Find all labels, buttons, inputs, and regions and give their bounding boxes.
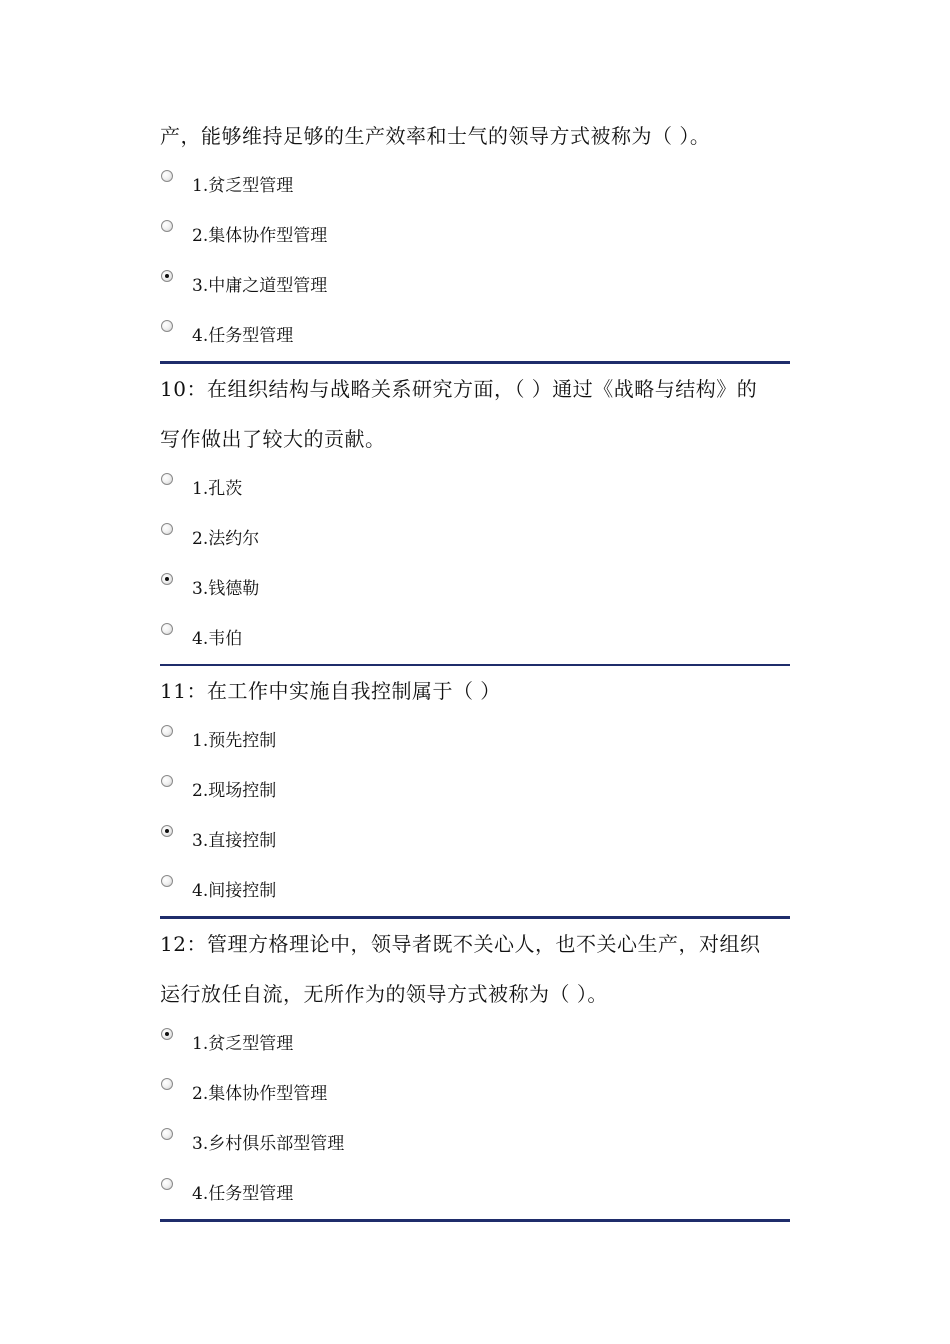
radio-checked-icon[interactable] [161,1028,173,1040]
option-label: 1.孔茨 [192,479,243,499]
option-label: 1.贫乏型管理 [192,176,294,196]
question-divider [160,1219,790,1222]
option-item[interactable] [160,1119,790,1169]
option-list [160,464,790,664]
question-text [160,364,790,464]
question-text-line: 运行放任自流，无所作为的领导方式被称为（ ）。 [160,982,608,1006]
option-list [160,1019,790,1219]
quiz-page [160,0,790,1222]
option-item[interactable] [160,1019,790,1069]
radio-icon[interactable] [161,220,173,232]
option-item[interactable] [160,564,790,614]
radio-icon[interactable] [161,170,173,182]
option-label: 3.乡村俱乐部型管理 [192,1134,345,1154]
option-label: 3.钱德勒 [192,579,260,599]
option-label: 4.任务型管理 [192,326,294,346]
option-item[interactable] [160,1069,790,1119]
option-label: 3.中庸之道型管理 [192,276,328,296]
option-label: 2.法约尔 [192,529,260,549]
option-item[interactable] [160,161,790,211]
option-list [160,161,790,361]
option-label: 4.间接控制 [192,881,277,901]
option-label: 2.现场控制 [192,781,277,801]
question-text-line: 10：在组织结构与战略关系研究方面，（ ）通过《战略与结构》的 [160,377,758,401]
option-item[interactable] [160,614,790,664]
option-item[interactable] [160,514,790,564]
option-label: 2.集体协作型管理 [192,226,328,246]
radio-icon[interactable] [161,725,173,737]
question-text-line: 写作做出了较大的贡献。 [160,427,386,451]
option-item[interactable] [160,211,790,261]
option-item[interactable] [160,816,790,866]
radio-checked-icon[interactable] [161,573,173,585]
option-label: 2.集体协作型管理 [192,1084,328,1104]
radio-icon[interactable] [161,875,173,887]
option-list [160,716,790,916]
option-item[interactable] [160,1169,790,1219]
radio-icon[interactable] [161,473,173,485]
radio-icon[interactable] [161,320,173,332]
question-text-line: 11：在工作中实施自我控制属于（ ） [160,679,501,703]
option-label: 1.预先控制 [192,731,277,751]
question-12 [160,919,790,1222]
option-label: 4.韦伯 [192,629,243,649]
option-item[interactable] [160,766,790,816]
radio-icon[interactable] [161,1128,173,1140]
option-item[interactable] [160,464,790,514]
radio-icon[interactable] [161,523,173,535]
question-9 [160,0,790,364]
question-11 [160,666,790,919]
option-item[interactable] [160,311,790,361]
option-item[interactable] [160,716,790,766]
radio-checked-icon[interactable] [161,825,173,837]
question-text-line: 产，能够维持足够的生产效率和士气的领导方式被称为（ ）。 [160,124,711,148]
question-10 [160,364,790,666]
option-label: 4.任务型管理 [192,1184,294,1204]
option-label: 1.贫乏型管理 [192,1034,294,1054]
question-text [160,666,790,716]
question-text [160,111,790,161]
option-label: 3.直接控制 [192,831,277,851]
question-text-line: 12：管理方格理论中，领导者既不关心人，也不关心生产，对组织 [160,932,761,956]
radio-icon[interactable] [161,775,173,787]
radio-icon[interactable] [161,623,173,635]
radio-icon[interactable] [161,1178,173,1190]
option-item[interactable] [160,261,790,311]
radio-icon[interactable] [161,1078,173,1090]
option-item[interactable] [160,866,790,916]
radio-checked-icon[interactable] [161,270,173,282]
question-text [160,919,790,1019]
